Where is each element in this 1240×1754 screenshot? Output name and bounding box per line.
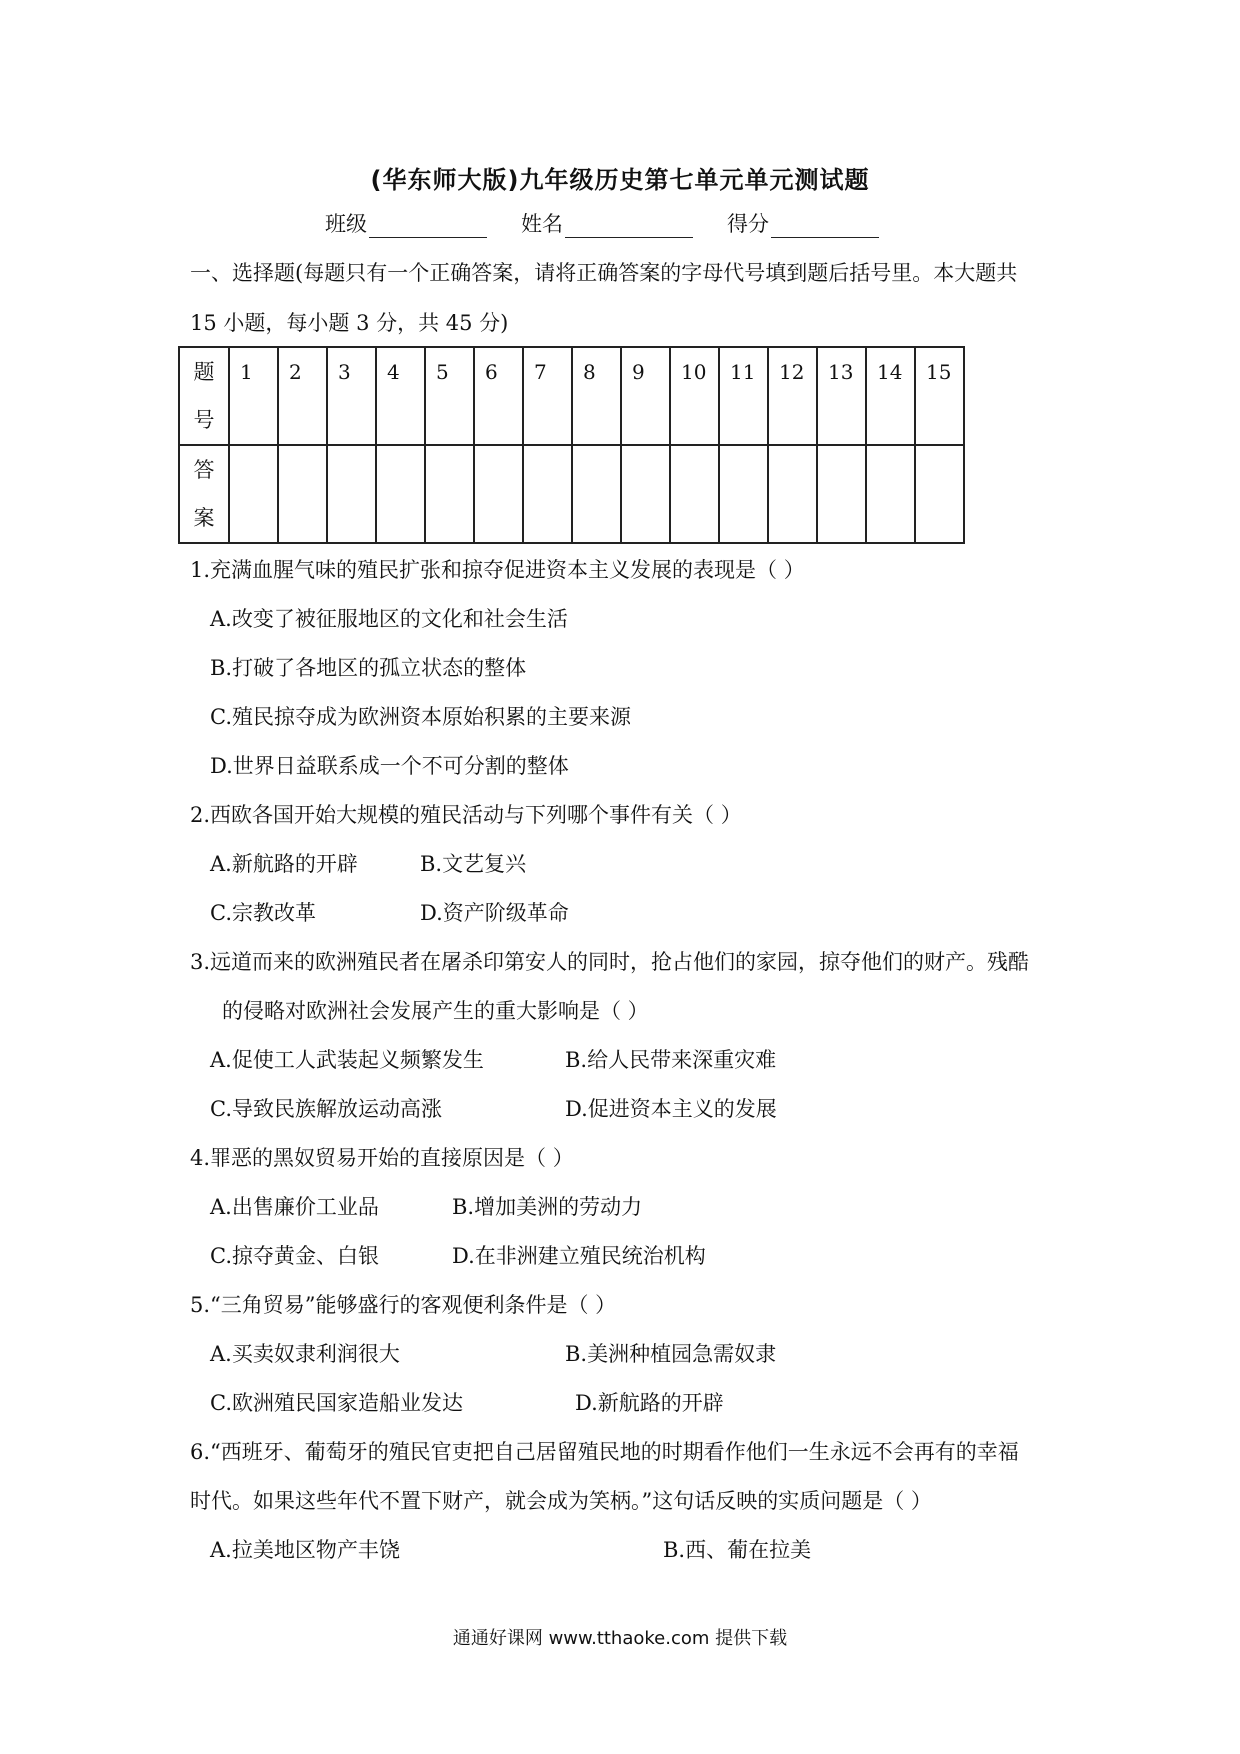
number-cell: 12: [768, 347, 817, 445]
answer-row-header: [179, 445, 229, 543]
class-field: [325, 208, 487, 238]
number-cell: 6: [474, 347, 523, 445]
question-1-stem: 1.充满血腥气味的殖民扩张和掠夺促进资本主义发展的表现是（ ）: [190, 558, 805, 582]
question-3-stem-line-1: 3.远道而来的欧洲殖民者在屠杀印第安人的同时，抢占他们的家园，掠夺他们的财产。残酷: [190, 950, 1030, 974]
section-intro-line-1: 一、选择题(每题只有一个正确答案，请将正确答案的字母代号填到题后括号里。本大题共: [190, 261, 1018, 285]
question-6-stem-line-2: 时代。如果这些年代不置下财产，就会成为笑柄。”这句话反映的实质问题是（ ）: [190, 1489, 932, 1513]
answer-cell[interactable]: [670, 445, 719, 543]
number-cell: 1: [229, 347, 278, 445]
answer-cell[interactable]: [621, 445, 670, 543]
question-3-stem-line-2: 的侵略对欧洲社会发展产生的重大影响是（ ）: [222, 999, 649, 1023]
number-cell: 10: [670, 347, 719, 445]
answer-cell[interactable]: [327, 445, 376, 543]
class-label: 班级: [325, 212, 367, 236]
number-cell: 4: [376, 347, 425, 445]
number-cell: 14: [866, 347, 915, 445]
number-cell: 7: [523, 347, 572, 445]
question-4-option-d: D.在非洲建立殖民统治机构: [452, 1244, 706, 1268]
question-3-option-c: C.导致民族解放运动高涨: [210, 1097, 442, 1121]
question-2-option-a: A.新航路的开辟: [210, 852, 358, 876]
answer-cell[interactable]: [572, 445, 621, 543]
question-5-stem: 5.“三角贸易”能够盛行的客观便利条件是（ ）: [190, 1293, 617, 1317]
section-instructions: [190, 248, 1070, 348]
name-field: [521, 208, 693, 238]
question-2-option-b: B.文艺复兴: [420, 852, 527, 876]
score-field: [727, 208, 879, 238]
page-footer: 通通好课网 www.tthaoke.com 提供下载: [452, 1628, 788, 1649]
number-cell: 8: [572, 347, 621, 445]
class-blank[interactable]: [369, 215, 487, 238]
answer-cell[interactable]: [376, 445, 425, 543]
header-char: 答: [193, 458, 215, 482]
answer-cell[interactable]: [229, 445, 278, 543]
number-cell: 5: [425, 347, 474, 445]
answer-cell[interactable]: [866, 445, 915, 543]
question-4-option-b: B.增加美洲的劳动力: [452, 1195, 643, 1219]
answer-cell[interactable]: [915, 445, 964, 543]
question-1-option-b: B.打破了各地区的孤立状态的整体: [210, 656, 527, 680]
question-5-option-a: A.买卖奴隶利润很大: [210, 1342, 400, 1366]
question-2-stem: 2.西欧各国开始大规模的殖民活动与下列哪个事件有关（ ）: [190, 803, 742, 827]
student-info-line: [325, 208, 965, 238]
answer-cell[interactable]: [278, 445, 327, 543]
number-cell: 3: [327, 347, 376, 445]
question-6-option-b: B.西、葡在拉美: [663, 1538, 812, 1562]
number-cell: 11: [719, 347, 768, 445]
question-4-option-c: C.掠夺黄金、白银: [210, 1244, 379, 1268]
question-1-option-c: C.殖民掠夺成为欧洲资本原始积累的主要来源: [210, 705, 631, 729]
question-5-option-b: B.美洲种植园急需奴隶: [565, 1342, 777, 1366]
answer-cell[interactable]: [719, 445, 768, 543]
answer-cell[interactable]: [523, 445, 572, 543]
question-5-option-c: C.欧洲殖民国家造船业发达: [210, 1391, 463, 1415]
question-3-option-a: A.促使工人武装起义频繁发生: [210, 1048, 484, 1072]
number-row-header: [179, 347, 229, 445]
page-title: (华东师大版)九年级历史第七单元单元测试题: [370, 166, 870, 194]
name-label: 姓名: [521, 212, 563, 236]
number-cell: 13: [817, 347, 866, 445]
question-4-stem: 4.罪恶的黑奴贸易开始的直接原因是（ ）: [190, 1146, 574, 1170]
question-2-option-c: C.宗教改革: [210, 901, 316, 925]
answer-table: [178, 346, 965, 544]
answer-cell[interactable]: [768, 445, 817, 543]
answer-table-number-row: [179, 347, 964, 445]
question-6-option-a: A.拉美地区物产丰饶: [210, 1538, 400, 1562]
answer-cell[interactable]: [817, 445, 866, 543]
question-3-option-d: D.促进资本主义的发展: [565, 1097, 777, 1121]
question-2-option-d: D.资产阶级革命: [420, 901, 569, 925]
section-intro-line-2: 15 小题，每小题 3 分，共 45 分): [190, 311, 509, 335]
question-4-option-a: A.出售廉价工业品: [210, 1195, 379, 1219]
header-char: 案: [193, 506, 215, 530]
answer-table-answer-row: [179, 445, 964, 543]
answer-cell[interactable]: [425, 445, 474, 543]
question-5-option-d: D.新航路的开辟: [575, 1391, 724, 1415]
header-char: 号: [193, 408, 215, 432]
answer-cell[interactable]: [474, 445, 523, 543]
question-1-option-d: D.世界日益联系成一个不可分割的整体: [210, 754, 569, 778]
name-blank[interactable]: [565, 215, 693, 238]
number-cell: 15: [915, 347, 964, 445]
question-1-option-a: A.改变了被征服地区的文化和社会生活: [210, 607, 568, 631]
question-6-stem-line-1: 6.“西班牙、葡萄牙的殖民官吏把自己居留殖民地的时期看作他们一生永远不会再有的幸福: [190, 1440, 1019, 1464]
header-char: 题: [193, 360, 215, 384]
score-label: 得分: [727, 212, 769, 236]
number-cell: 2: [278, 347, 327, 445]
question-3-option-b: B.给人民带来深重灾难: [565, 1048, 777, 1072]
score-blank[interactable]: [771, 215, 879, 238]
number-cell: 9: [621, 347, 670, 445]
